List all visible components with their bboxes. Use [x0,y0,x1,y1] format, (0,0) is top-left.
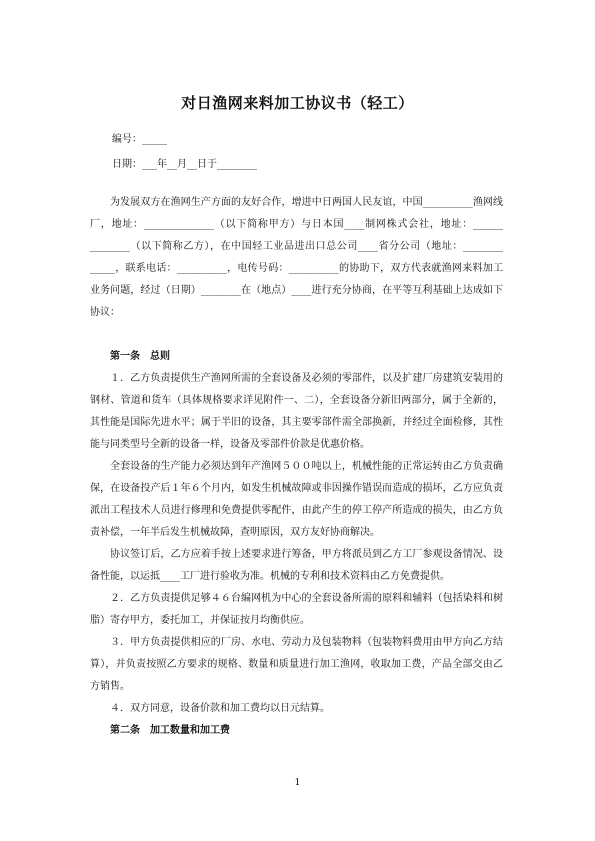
section-1-paragraph-5: ３．甲方负责提供相应的厂房、水电、劳动力及包装物料（包装物料费用由甲方向乙方结算），并负责按照乙方要求的规格、数量和质量进行加工渔网，收取加工费，产品全部交由乙方销售。 [90,637,503,692]
section-2-title: 第二条 加工数量和加工费 [110,725,230,736]
intro-paragraph: 为发展双方在渔网生产方面的友好合作，增进中日两国人民友谊，中国__________渔网线厂，地址：______________（以下简称甲方）与日本国____制网株式会社，地址：______ ________（以下简称乙方），在中国轻工业品进出口总公司____省分公司（地址：________ _____，联系电话：__________，电传号码：__________的协助下，双方代表就渔网来料加工业务问题，经过（日期）________在（地点）____进行充分协商，在平等互利基础上达成如下协议： [90,197,503,318]
page-number: 1 [294,778,301,788]
section-1-paragraph-1: １．乙方负责提供生产渔网所需的全套设备及必须的零部件，以及扩建厂房建筑安装用的钢材、管道和货车（具体规格要求详见附件一、二），全套设备分新旧两部分，属于全新的，其性能是国际先进水平；属于半旧的设备，其主要零部件需全部换新，并经过全面检修，其性能与同类型号全新的设备一样，设备及零部件价款是优惠价格。 [90,373,503,450]
document-title: 对日渔网来料加工协议书（轻工） [181,94,414,112]
number-line: 编号：_____ [112,134,167,145]
section-1-title: 第一条 总则 [110,351,170,362]
section-1-paragraph-4: ２．乙方负责提供足够４６台编网机为中心的全套设备所需的原料和辅料（包括染料和树脂）寄存甲方，委托加工，并保证按月均衡供应。 [90,593,503,626]
intro-block [90,192,503,324]
date-line: 日期：___年__月__日于________ [112,159,257,170]
section-1-paragraph-6: ４．双方同意，设备价款和加工费均以日元结算。 [110,703,330,714]
section-1-paragraph-2: 全套设备的生产能力必须达到年产渔网５００吨以上，机械性能的正常运转由乙方负责确保，在设备投产后１年６个月内，如发生机械故障或非因操作错误而造成的损坏，乙方应负责派出工程技术人员进行修理和免费提供零配件，由此产生的停工停产所造成的损失，由乙方负责补偿，一年半后发生机械故障，查明原因，双方友好协商解决。 [90,461,503,538]
section-1-paragraph-3: 协议签订后，乙方应着手按上述要求进行筹备，甲方将派员到乙方工厂参观设备情况、设备性能，以运抵____工厂进行验收为准。机械的专利和技术资料由乙方免费提供。 [90,549,503,582]
section-1 [90,346,503,742]
